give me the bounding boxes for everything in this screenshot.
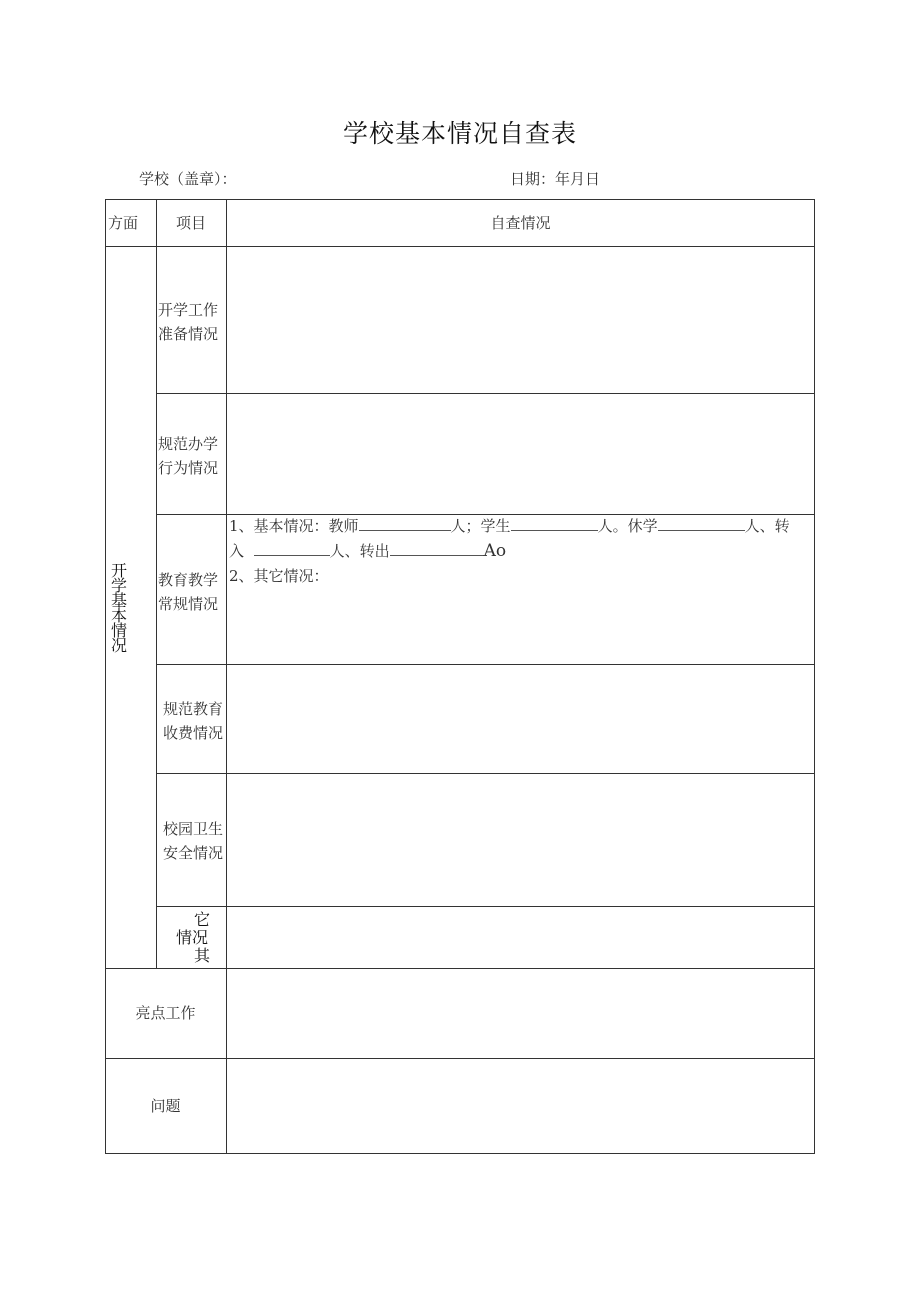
item-label-line: 情况 (176, 928, 209, 947)
section-label: 开学基本情况 (108, 562, 128, 652)
item-label-line: 准备情况 (158, 325, 219, 343)
section-label-cell (105, 246, 130, 968)
blank-transfer-in[interactable] (254, 540, 330, 556)
row-divider (156, 906, 815, 907)
row-divider (156, 773, 815, 774)
content-text: 人。休学 (597, 517, 658, 535)
item-campus-safety (156, 816, 230, 866)
item-label-line: 其 (194, 946, 211, 965)
item-label-line: 它 (194, 910, 211, 929)
page-title: 学校基本情况自查表 (342, 119, 577, 148)
blank-transfer-out[interactable] (390, 540, 484, 556)
problem-label: 问题 (150, 1097, 181, 1115)
content-text: 1、基本情况：教师 (229, 517, 359, 535)
item-label-line: 教育教学 (158, 571, 219, 589)
blank-teachers[interactable] (359, 515, 451, 531)
item-school-conduct (156, 431, 224, 481)
column-divider (226, 199, 227, 1154)
item-label-line: 规范教育 (162, 700, 223, 718)
content-line-1 (229, 514, 804, 539)
content-text: Ao (483, 541, 507, 561)
item-fee-standard (156, 696, 230, 746)
content-text: 入 (229, 542, 245, 560)
content-line-3: 2、其它情况： (229, 567, 329, 585)
item-label-line: 开学工作 (158, 301, 219, 319)
header-aspect: 方面 (108, 213, 139, 232)
row-divider (156, 393, 815, 394)
item-teaching-routine (156, 567, 224, 617)
content-text: 人、转 (744, 517, 790, 535)
header-self-check: 自查情况 (490, 213, 551, 232)
item-label-line: 安全情况 (162, 844, 223, 862)
row-divider (105, 246, 815, 247)
school-seal-label: 学校（盖章）： (139, 170, 237, 188)
item-label-line: 校园卫生 (162, 820, 223, 838)
item-label-line: 行为情况 (158, 459, 219, 477)
date-label: 日期：年月日 (510, 170, 601, 188)
blank-students[interactable] (511, 515, 598, 531)
header-item: 项目 (175, 213, 206, 232)
content-text: 人；学生 (450, 517, 511, 535)
blank-suspended[interactable] (658, 515, 745, 531)
row-divider (156, 664, 815, 665)
teaching-routine-content (229, 514, 804, 589)
item-label-line: 规范办学 (158, 435, 219, 453)
item-label-line: 收费情况 (162, 724, 223, 742)
content-line-2 (229, 539, 804, 564)
item-other (156, 906, 226, 968)
content-text: 人、转出 (329, 542, 390, 560)
item-label-line: 常规情况 (158, 595, 219, 613)
highlight-label: 亮点工作 (135, 1004, 196, 1022)
item-start-preparation (156, 297, 224, 347)
